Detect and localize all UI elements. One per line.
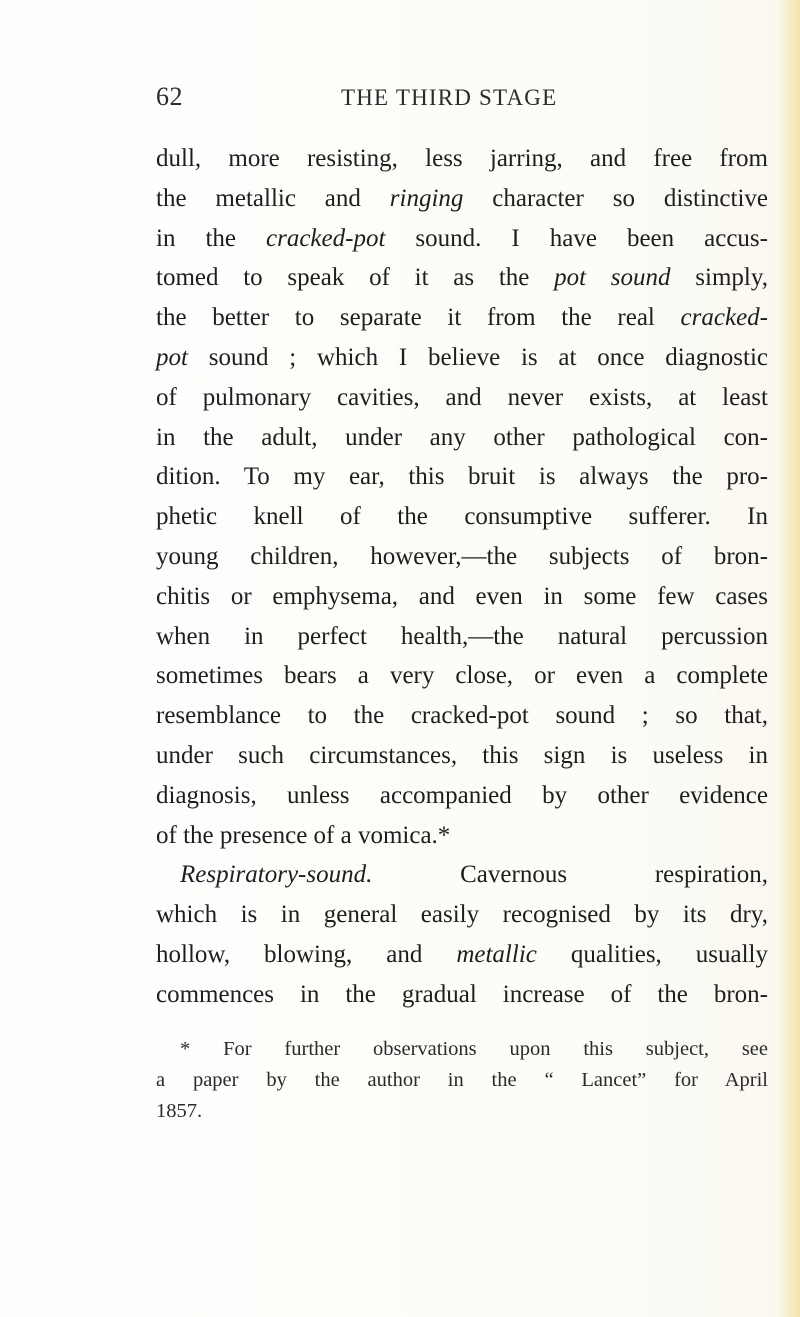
text-span: diagnosis, unless accompanied by other evidence	[156, 781, 768, 809]
body-line	[156, 816, 768, 856]
text-span: sometimes bears a very close, or even a complete	[156, 662, 768, 690]
text-span: dull, more resisting, less jarring, and free from	[156, 145, 768, 172]
text-span: which is in general easily recognised by its dry,	[156, 901, 768, 929]
text-span: under such circumstances, this sign is useless in	[156, 741, 768, 769]
text-span: the better to separate it from the real	[156, 304, 681, 332]
body-line	[156, 457, 768, 497]
text-span: character so distinctive	[463, 184, 768, 212]
page-header	[156, 82, 768, 122]
running-head: THE THIRD STAGE	[341, 85, 558, 110]
page-number: 62	[156, 82, 183, 111]
footnote-line	[156, 1065, 768, 1096]
text-span: in the	[156, 224, 267, 252]
body-line	[156, 298, 768, 338]
italic-text: ringing	[389, 184, 464, 212]
body-line	[156, 497, 768, 537]
body-line	[156, 975, 768, 1015]
body-line	[156, 935, 768, 975]
text-span: phetic knell of the consumptive sufferer. In	[156, 503, 768, 531]
italic-text: metallic	[456, 940, 537, 968]
body-line	[156, 577, 768, 617]
text-span: when in perfect health,—the natural percussion	[156, 622, 768, 650]
body-line	[156, 776, 768, 816]
text-span: resemblance to the cracked-pot sound ; so that,	[156, 702, 768, 730]
body-line	[156, 258, 768, 298]
body-line	[156, 736, 768, 776]
text-span: chitis or emphysema, and even in some few cases	[156, 582, 768, 610]
text-span: 1857.	[156, 1100, 203, 1122]
body-line	[156, 855, 768, 895]
body-line	[156, 656, 768, 696]
text-span: commences in the gradual increase of the bron-	[156, 980, 768, 1008]
text-span: hollow, blowing, and	[156, 940, 457, 968]
body-line	[156, 338, 768, 378]
text-span: sound ; which I believe is at once diagnostic	[187, 343, 768, 371]
body-line	[156, 696, 768, 736]
italic-text: Respiratory-sound.	[180, 861, 373, 889]
text-span: in the adult, under any other pathological con-	[156, 423, 768, 451]
text-span: dition. To my ear, this bruit is always the pro-	[156, 463, 768, 491]
body-line	[156, 378, 768, 418]
text-span: sound. I have been accus-	[385, 224, 768, 252]
body-text	[156, 139, 768, 1015]
text-span: * For further observations upon this subject, see	[180, 1038, 768, 1060]
text-span: young children, however,—the subjects of bron-	[156, 542, 768, 570]
body-line	[156, 895, 768, 935]
text-span: simply,	[670, 264, 768, 292]
italic-text: pot	[156, 343, 188, 371]
text-span: tomed to speak of it as the	[156, 264, 555, 292]
text-span: a paper by the author in the “ Lancet” for April	[156, 1069, 768, 1091]
text-span: of pulmonary cavities, and never exists, at least	[156, 383, 768, 411]
body-line	[156, 219, 768, 259]
footnote-line	[156, 1034, 768, 1065]
italic-text: cracked-pot	[266, 224, 386, 252]
italic-text: cracked-	[680, 304, 768, 332]
body-line	[156, 179, 768, 219]
text-span: of the presence of a vomica.*	[156, 821, 451, 849]
text-span: the metallic and	[156, 184, 390, 212]
footnote	[156, 1034, 768, 1127]
body-line	[156, 418, 768, 458]
text-span: Cavernous respiration,	[372, 861, 768, 889]
body-line	[156, 537, 768, 577]
text-span: qualities, usually	[536, 940, 768, 968]
body-line	[156, 617, 768, 657]
page-edge-shading	[778, 0, 800, 1317]
footnote-line	[156, 1096, 768, 1127]
italic-text: pot sound	[554, 264, 671, 292]
body-line	[156, 139, 768, 179]
